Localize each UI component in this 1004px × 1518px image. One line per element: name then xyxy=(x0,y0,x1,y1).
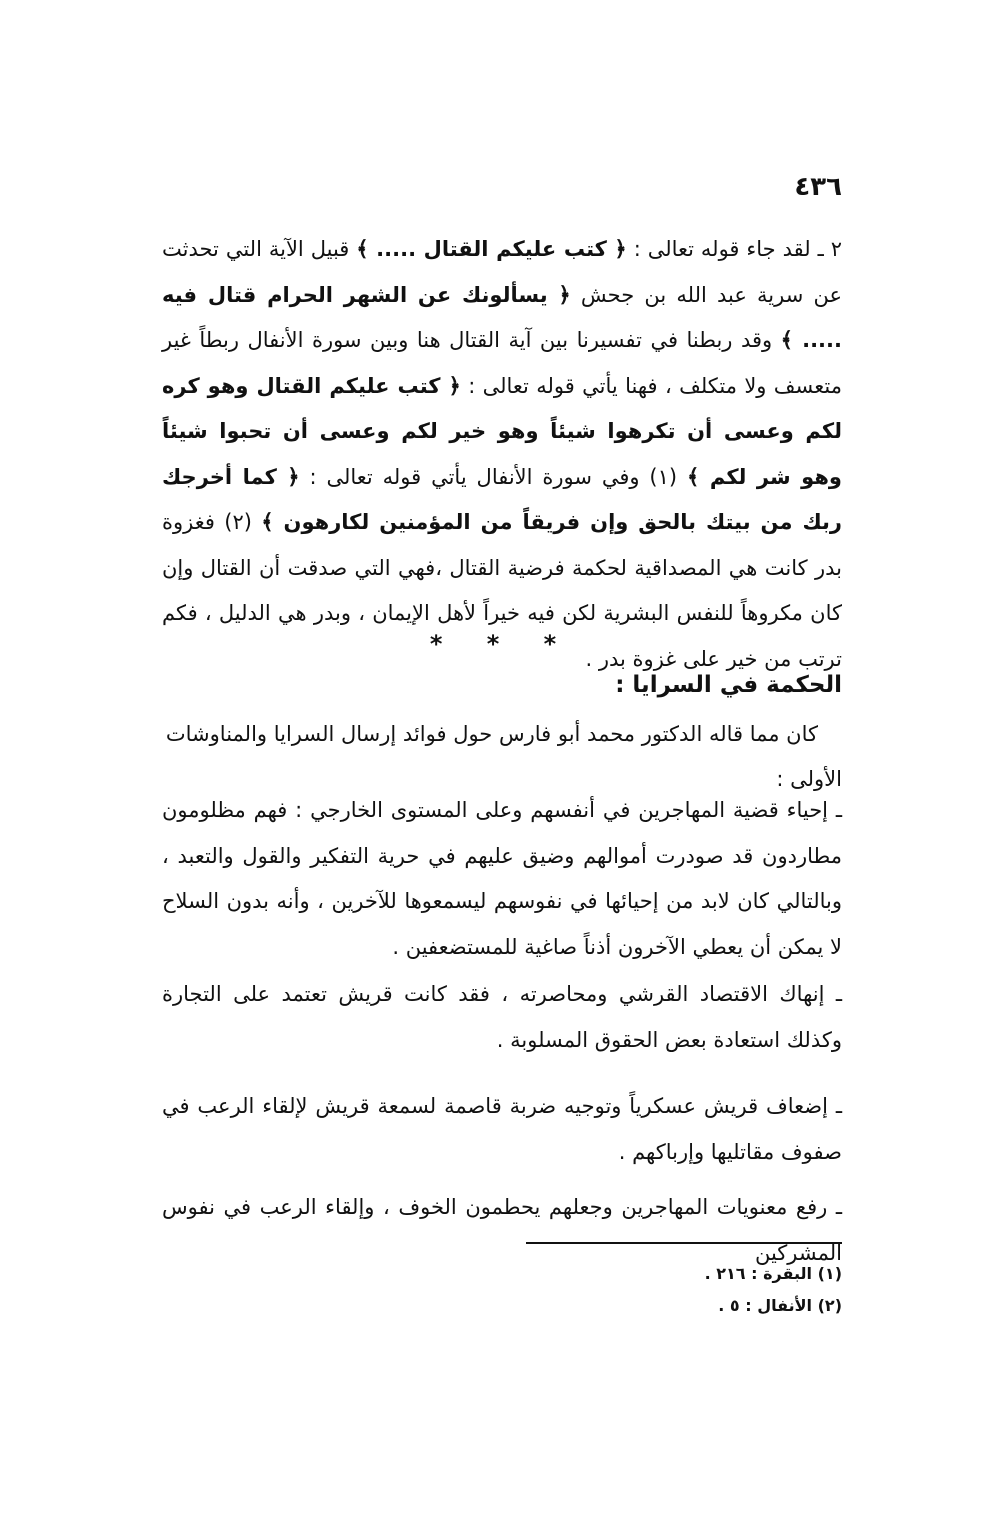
footnote: (١) البقرة : ٢١٦ . xyxy=(704,1264,842,1283)
intro-paragraph: كان مما قاله الدكتور محمد أبو فارس حول فوائد إرسال السرايا والمناوشات الأولى : xyxy=(165,722,842,791)
bullet-paragraph: ـ إنهاك الاقتصاد القرشي ومحاصرته ، فقد كانت قريش تعتمد على التجارة وكذلك استعادة بعض الحقوق المسلوبة . xyxy=(162,982,842,1052)
paragraph-quran-context xyxy=(162,227,842,682)
paragraph-text: (٢) فغزوة بدر كانت هي المصداقية لحكمة فرضية القتال ،فهي التي صدقت أن القتال وإن كان مكروهاً للنفس البشرية لكن فيه خيراً لأهل الإيمان ، وبدر هي الدليل ، فكم ترتب من خير على غزوة بدر . xyxy=(162,510,842,671)
bullet-paragraph: ـ إحياء قضية المهاجرين في أنفسهم وعلى المستوى الخارجي : فهم مظلومون مطاردون قد صودرت أموالهم وضيق عليهم في حرية التفكير والقول والتعبد ، وبالتالي كان لابد من إحيائها في نفوسهم ليسمعوها للآخرين ، وأنه بدون السلاح لا يمكن أن يعطي الآخرون أذناً صاغية للمستضعفين . xyxy=(162,798,842,959)
paragraph-text: قبيل الآية التي تحدثت عن سرية عبد الله بن جحش xyxy=(162,237,842,307)
paragraph-text: وقد ربطنا في تفسيرنا بين آية القتال هنا وبين سورة الأنفال ربطاً غير متعسف ولا متكلف ، فهنا يأتي قوله تعالى : xyxy=(162,328,842,398)
paragraph-intro: ٢ ـ لقد جاء قوله تعالى : xyxy=(633,237,842,261)
paragraph-text: (١) وفي سورة الأنفال يأتي قوله تعالى : xyxy=(309,464,678,489)
bullet-paragraph: ـ رفع معنويات المهاجرين وجعلهم يحطمون الخوف ، وإلقاء الرعب في نفوس المشركين xyxy=(162,1195,842,1265)
footnote-divider xyxy=(526,1242,842,1244)
footnote: (٢) الأنفال : ٥ . xyxy=(718,1296,842,1315)
page-number: ٤٣٦ xyxy=(794,172,842,202)
section-heading: الحكمة في السرايا : xyxy=(615,672,842,698)
bullet-paragraph: ـ إضعاف قريش عسكرياً وتوجيه ضربة قاصمة لسمعة قريش لإلقاء الرعب في صفوف مقاتليها وإرباكهم . xyxy=(162,1094,842,1164)
quran-quote: ﴿ كتب عليكم القتال ..... ﴾ xyxy=(356,237,627,261)
quran-quote: ﴿ يسألونك عن الشهر الحرام قتال فيه ..... ﴾ xyxy=(162,282,842,352)
footnotes xyxy=(705,1258,842,1322)
quran-quote: ﴿ كما أخرجك ربك من بيتك بالحق وإن فريقاً من المؤمنين لكارهون ﴾ xyxy=(162,464,842,534)
quran-quote: ﴿ كتب عليكم القتال وهو كره لكم وعسى أن تكرهوا شيئاً وهو خير لكم وعسى أن تحبوا شيئاً وهو شر لكم ﴾ xyxy=(162,373,842,489)
section-separator: * * * xyxy=(429,630,575,658)
